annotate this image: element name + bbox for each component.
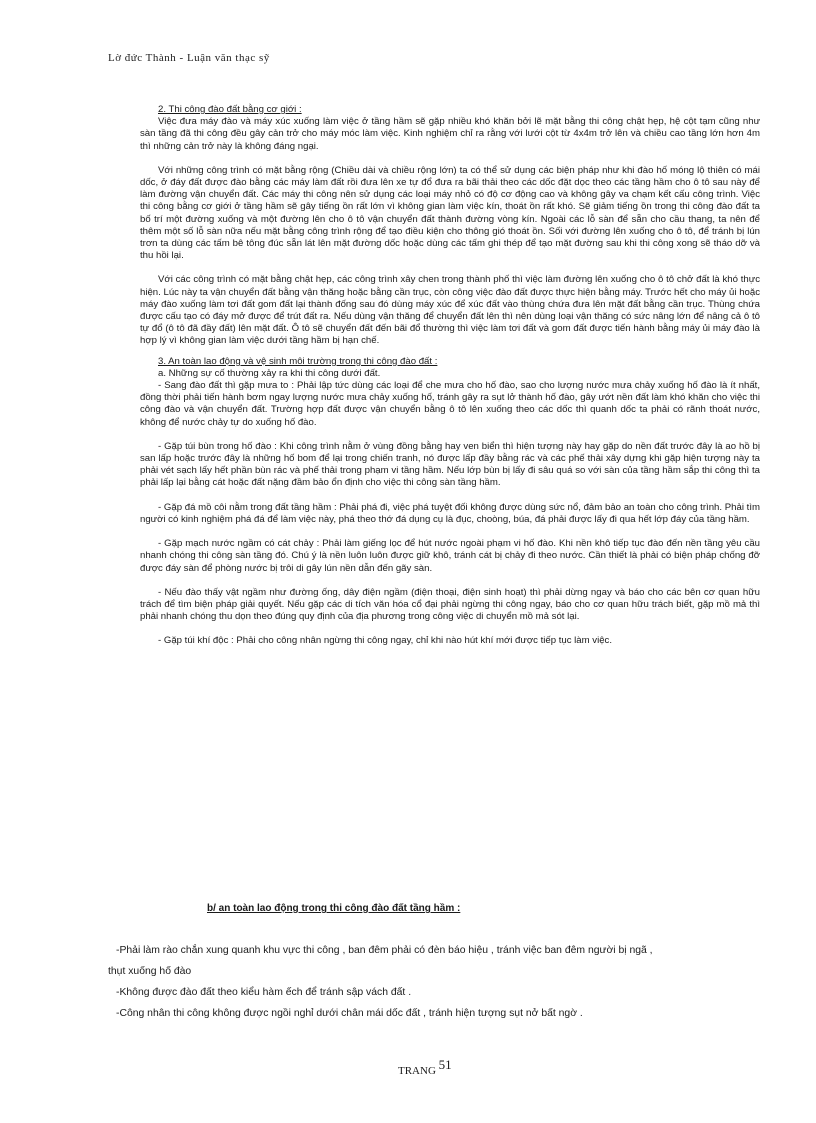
section-3-subheading: a. Những sự cố thường xảy ra khi thi công dưới đất. — [158, 367, 381, 379]
incident-item-rock: - Gặp đá mồ côi nằm trong đất tầng hầm : Phải phá đi, việc phá tuyệt đối không được dùng sức nổ, đảm bảo an toàn cho công trình. Phải tìm người có kinh nghiệm phá đá để làm việc này, phá theo thớ đá dụng cụ là đục, choòng, búa, đá phải được lấy đi qua hết lớp đáy của tầng hầm. — [140, 501, 760, 525]
incident-item-utilities: - Nếu đào thấy vật ngầm như đường ống, dây điện ngầm (điện thoại, điện sinh hoạt) thì phải dừng ngay và báo cho các bên cơ quan hữu trách để tìm biện pháp giải quyết. Nếu gặp các di tích văn hóa cổ đại phải ngừng thi công ngay, báo cho cơ quan hữu trách biết, gặp mồ mả thì phải nhanh chóng thu dọn theo đúng quy định của địa phương trong công việc di chuyển mồ mả sót lại. — [140, 586, 760, 623]
safety-rule-1-continued: thụt xuống hố đào — [108, 966, 192, 977]
incident-item-groundwater: - Gặp mạch nước ngầm có cát chảy : Phải làm giếng lọc để hút nước ngoài phạm vi hố đào. Khi nền khô tiếp tục đào đến nền tầng yêu cầu nhanh chóng thi công sàn tầng đó. Chú ý là nền luôn luôn được giữ khô, tránh cát bị chảy đi theo nước. Cần thiết là phải có biện pháp chống đỡ được đáy sàn để phòng nước bị trôi di gây lún nền dẫn đến gãy sàn. — [140, 538, 760, 574]
section-2-paragraph-2: Với những công trình có mặt bằng rộng (Chiều dài và chiều rộng lớn) ta có thể sử dụng các biện pháp như khi đào hố móng lộ thiên có mái dốc, ở đáy đất được đào bằng các máy làm đất rồi đưa lên xe tự đổ đưa ra bãi thải theo các dốc đặt dọc theo các tầng hầm cho ô tô sau này để làm đường vận chuyển đất. Các máy thi công nên sử dụng các loại máy nhỏ có độ cơ động cao và không gây va chạm kết cấu công trình. Việc thi công bằng cơ giới ở tầng hầm sẽ gây tiếng ồn rất lớn vì không gian làm việc kín, thoát ồn rất khó. Sẽ giảm tiếng ồn trong thi công đào đất ta bố trí một đường xuống và một đường lên cho ô tô vận chuyển đất thành đường vòng kín. Ngoài các lỗ sàn để sẵn cho cầu thang, ta nên để thêm một số lỗ sàn nữa nếu mặt bằng công trình rộng để tạo điều kiện cho thông gió thoát ồn. Sối với đường lên xuống cho ô tô, để tránh bị lún trơn ta dùng các tấm bê tông đúc sẵn lát lên mặt đường dốc hoặc dùng các tấm ghi thép để tạo mặt đường sau khi thi công xong sẽ tháo dỡ và thu hồi lại. — [140, 164, 760, 262]
page-label: TRANG — [398, 1065, 436, 1077]
incident-item-mud: - Gặp túi bùn trong hố đào : Khi công trình nằm ở vùng đồng bằng hay ven biển thì hiện tượng này hay gặp do nền đất trước đây là ao hồ bị san lấp hoặc trước đây là những hố bom để lại trong chiến tranh, nó được lấp đầy bằng rác và các phế thải xây dựng khi gặp hiện tượng này ta phải vét sạch lấy hết phần bùn rác và phế thải trong phạm vi tầng hầm. Nếu lớp bùn bị lấy đi sâu quá so với sàn của tầng hầm sắp thi công thì ta phải lấp lại bằng cát hoặc đất nặng đầm bảo ổn định cho việc thi công sàn tầng hầm. — [140, 440, 760, 489]
safety-rule-3: -Công nhân thi công không được ngồi nghỉ dưới chân mái dốc đất , tránh hiện tượng sụt nở bất ngờ . — [116, 1008, 583, 1019]
section-3-heading: 3. An toàn lao động và vệ sinh môi trường trong thi công đào đất : — [158, 355, 438, 367]
section-2-paragraph-1: Việc đưa máy đào và máy xúc xuống làm việc ở tầng hầm sẽ gặp nhiều khó khăn bởi lẽ mặt bằng thi công chật hẹp, hệ cột tạm cũng như sàn tầng đã thi công đều gây cản trở cho máy móc làm việc. Kinh nghiệm chỉ ra rằng với lưới cột từ 4x4m trở lên và chiều cao tầng lớn hơn 4m thì những cản trở này là không đáng ngại. — [140, 116, 760, 152]
safety-rule-2: -Không được đào đất theo kiểu hàm ếch để tránh sập vách đất . — [116, 987, 412, 998]
page-header: Lờ đức Thành - Luận văn thạc sỹ — [108, 52, 270, 64]
section-2-paragraph-3: Với các công trình có mặt bằng chật hẹp, các công trình xây chen trong thành phố thì việc làm đường lên xuống cho ô tô chở đất là khó thực hiện. Lúc này ta vận chuyển đất bằng vận thăng hoặc bằng cần trục, còn công việc đào đất được thực hiện bằng máy. Trước hết cho máy ủi hoặc máy đào xuống làm tơi đất gom đất lại thành đống sau đó dùng máy xúc để xúc đất vào thùng chứa đưa lên mặt đất bằng cần trục. Thùng chứa được cấu tạo có đáy mở được để trút đất ra. Nếu dùng vận thăng để chuyển đất lên thì nên dùng loại vận thăng có sức nâng lớn để nâng cả ô tô tự đổ (ô tô đã đầy đất) lên mặt đất. Ô tô sẽ chuyển đất đến bãi đổ thường thì việc làm tơi đất và gom đất được tiến hành bằng máy ủi máy đào là hợp lý vì không gian làm việc dưới tầng hầm bị hạn chế. — [140, 274, 760, 347]
section-b-heading: b/ an toàn lao động trong thi công đào đất tầng hầm : — [207, 903, 461, 914]
page-footer — [398, 1057, 452, 1078]
incident-item-rain: - Sang đào đất thì gặp mưa to : Phải lập tức dùng các loại để che mưa cho hố đào, sao cho lượng nước mưa chảy xuống hố đào là ít nhất, đồng thời phải tiến hành bơm ngay lượng nước mưa chảy xuống hố, tránh gây ra sụt lở thành hố đào, gây ướt nền đất làm khó khăn cho việc thi công đào và vận chuyển đất. Trường hợp đất được vận chuyển bằng ô tô lên xuống theo các dốc thì quanh dốc ta phải có rãnh thoát nước, không để nước chảy tự do xuống hố đào. — [140, 380, 760, 428]
safety-rule-1: -Phải làm rào chắn xung quanh khu vực thi công , ban đêm phải có đèn báo hiệu , tránh việc ban đêm người bị ngã , — [116, 945, 653, 956]
main-content — [140, 104, 760, 648]
section-2-heading: 2. Thi công đào đất bằng cơ giới : — [158, 104, 302, 115]
page-number: 51 — [438, 1057, 452, 1072]
safety-rules — [108, 940, 768, 1024]
incident-item-toxic-gas: - Gặp túi khí độc : Phải cho công nhân ngừng thi công ngay, chỉ khi nào hút khí mới được tiếp tục làm việc. — [158, 635, 613, 647]
